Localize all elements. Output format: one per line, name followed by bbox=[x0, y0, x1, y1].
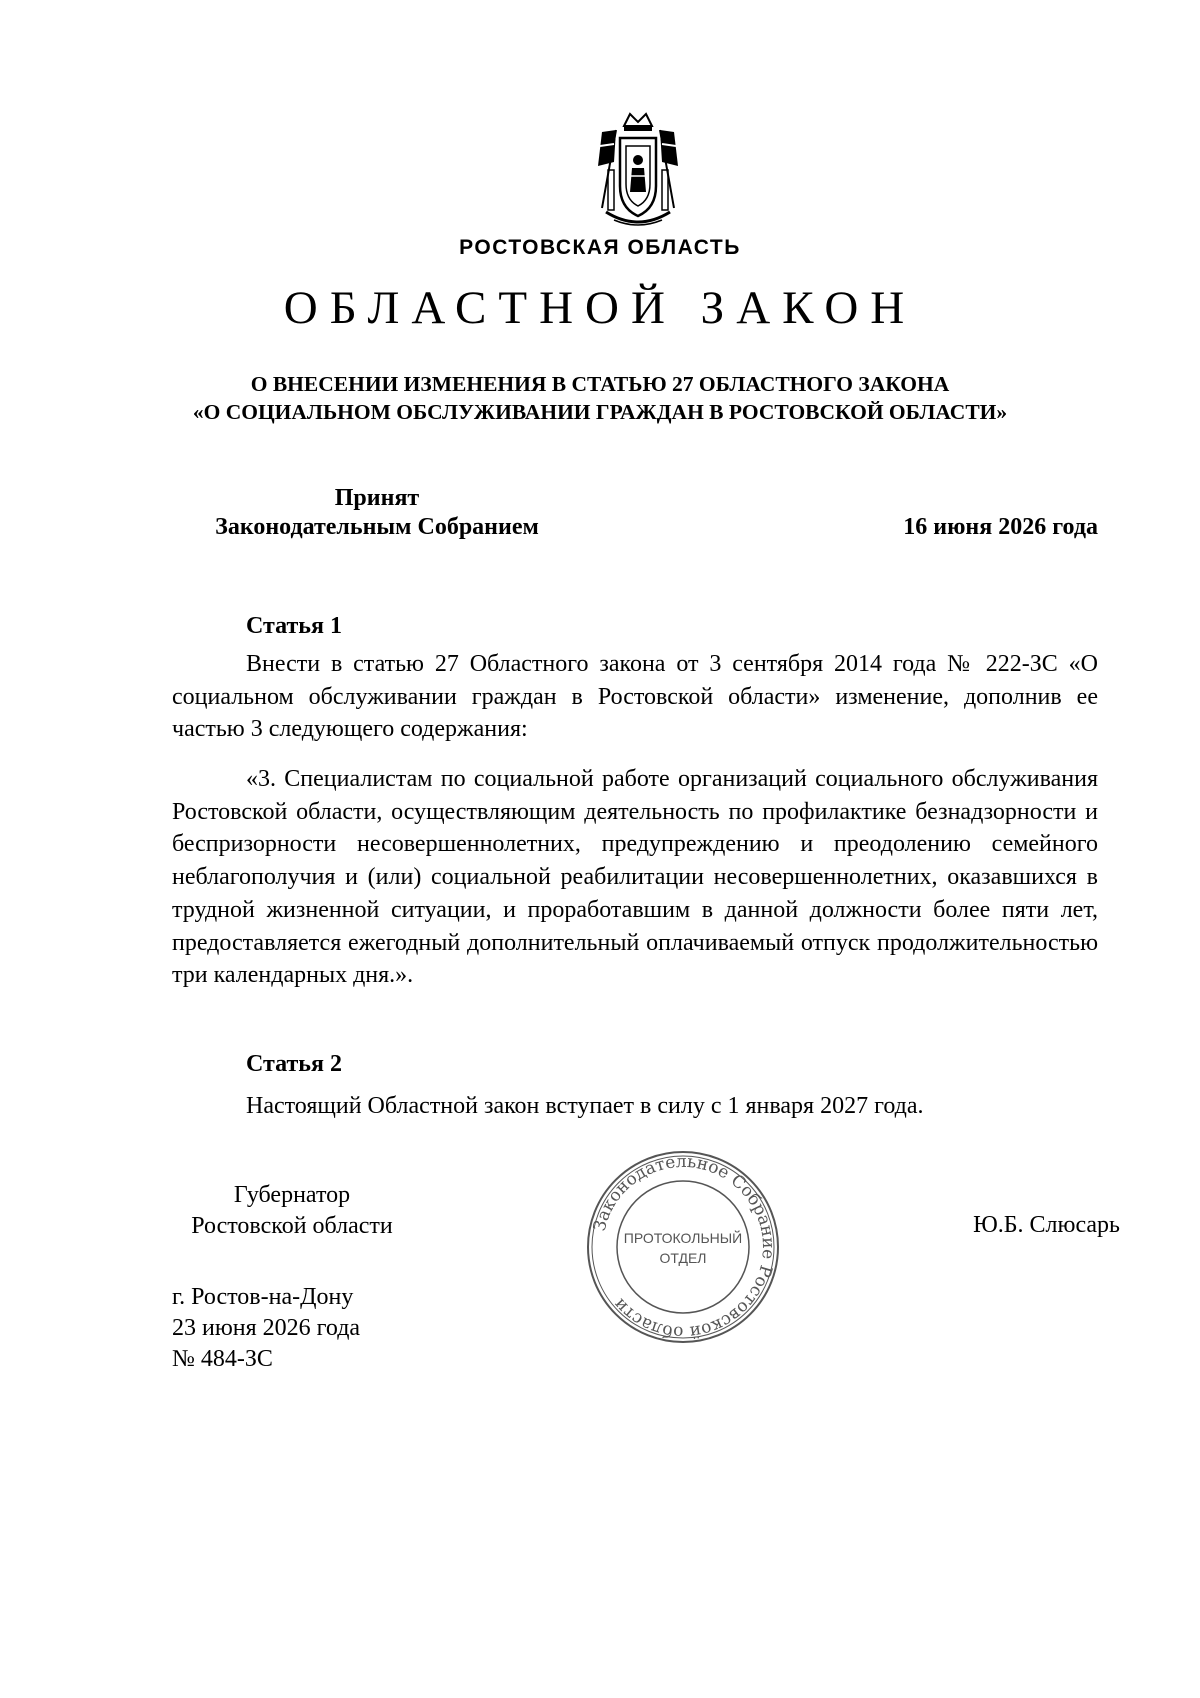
document-type: ОБЛАСТНОЙ ЗАКОН bbox=[283, 282, 917, 334]
signing-date: 23 июня 2026 года bbox=[172, 1315, 361, 1341]
adoption-date: 16 июня 2026 года bbox=[903, 514, 1098, 540]
adoption-block bbox=[174, 484, 580, 542]
signing-place: г. Ростов-на-Дону bbox=[172, 1284, 354, 1310]
article-2-paragraph-1: Настоящий Областной закон вступает в силу с 1 января 2027 года. bbox=[246, 1093, 924, 1119]
article-2-heading: Статья 2 bbox=[246, 1051, 342, 1077]
region-name: РОСТОВСКАЯ ОБЛАСТЬ bbox=[459, 236, 741, 259]
article-1-paragraph-1: Внести в статью 27 Областного закона от 3 сентября 2014 года № 222-ЗС «О социальном обслуживании граждан в Ростовской области» изменение, дополнив ее частью 3 следующего содержания: bbox=[172, 651, 1098, 743]
law-title-line-1: О ВНЕСЕНИИ ИЗМЕНЕНИЯ В СТАТЬЮ 27 ОБЛАСТНОГО ЗАКОНА bbox=[250, 372, 950, 396]
adoption-line-2: Законодательным Собранием bbox=[215, 514, 539, 540]
governor-position bbox=[172, 1180, 412, 1242]
article-1-heading: Статья 1 bbox=[246, 613, 342, 639]
law-number: № 484-ЗС bbox=[172, 1346, 273, 1372]
signer-name: Ю.Б. Слюсарь bbox=[973, 1212, 1120, 1238]
law-title-line-2: «О СОЦИАЛЬНОМ ОБСЛУЖИВАНИИ ГРАЖДАН В РОСТОВСКОЙ ОБЛАСТИ» bbox=[192, 400, 1008, 424]
stamp-inner-line-1: ПРОТОКОЛЬНЫЙ bbox=[623, 1230, 743, 1246]
stamp-seal bbox=[586, 1150, 780, 1344]
coat-of-arms-icon bbox=[586, 112, 690, 230]
adoption-line-1: Принят bbox=[334, 485, 420, 511]
article-1-paragraph-2: «3. Специалистам по социальной работе организаций социального обслуживания Ростовской области, осуществляющим деятельность по профилактике безнадзорности и беспризорности несовершеннолетних, предупреждению и преодолению семейного неблагополучия и (или) социальной реабилитации несовершеннолетних, оказавшихся в трудной жизненной ситуации, и проработавшим в данной должности более пяти лет, предоставляется ежегодный дополнительный оплачиваемый отпуск продолжительностью три календарных дня.». bbox=[172, 766, 1098, 989]
stamp-inner-line-2: ОТДЕЛ bbox=[659, 1250, 707, 1266]
governor-line-2: Ростовской области bbox=[191, 1213, 393, 1239]
governor-line-1: Губернатор bbox=[233, 1182, 351, 1208]
stamp-outer-text: Законодательное Собрание Ростовской области bbox=[589, 1151, 779, 1343]
